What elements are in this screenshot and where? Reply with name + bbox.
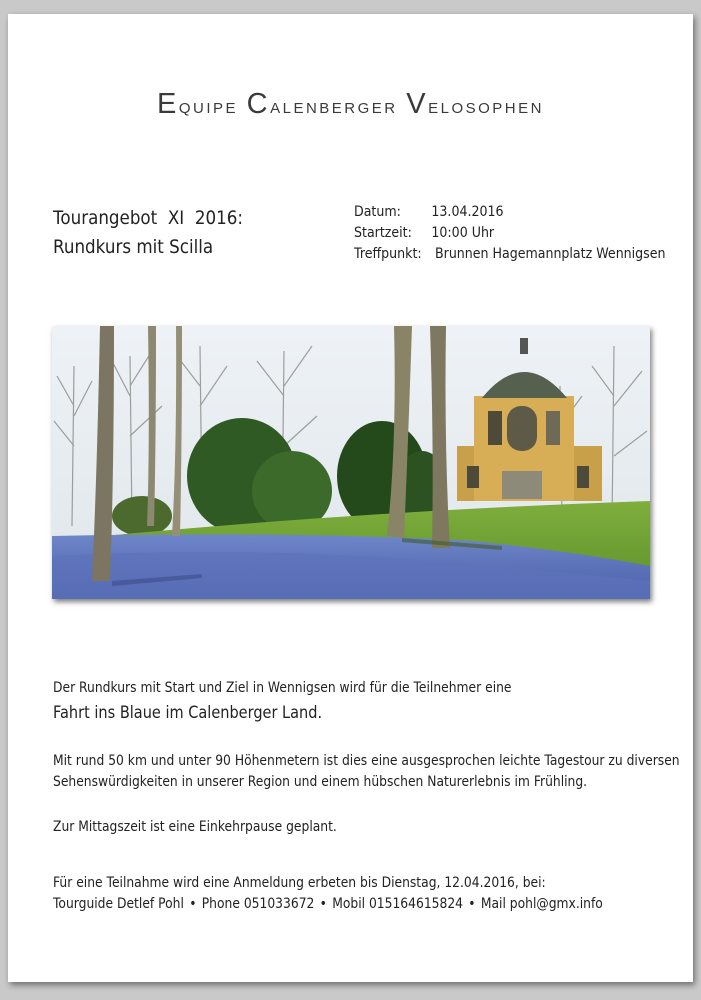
separator-2: • bbox=[319, 896, 327, 912]
start-value: 10:00 Uhr bbox=[431, 225, 495, 241]
phone: Phone 051033672 bbox=[201, 896, 315, 912]
title-initial-v: V bbox=[406, 88, 429, 120]
tour-line-1: Tourangebot XI 2016: bbox=[53, 207, 244, 229]
separator-1: • bbox=[189, 896, 197, 912]
email: Mail pohl@gmx.info bbox=[480, 896, 603, 912]
title-part-2: alenberger bbox=[270, 93, 407, 118]
tour-guide: Tourguide Detlef Pohl bbox=[53, 896, 184, 912]
tour-details bbox=[354, 202, 665, 265]
mobile: Mobil 015164615824 bbox=[332, 896, 464, 912]
meeting-point-label: Treffpunkt: bbox=[354, 246, 422, 262]
date-label: Datum: bbox=[354, 204, 401, 220]
park-scene-image bbox=[52, 326, 650, 599]
title-initial-c: C bbox=[246, 88, 271, 120]
park-photo bbox=[52, 326, 650, 599]
date-row bbox=[354, 202, 665, 223]
highlight-text: Fahrt ins Blaue im Calenberger Land. bbox=[53, 703, 323, 722]
flyer-page bbox=[8, 14, 693, 982]
page-title bbox=[8, 88, 693, 121]
contact-line bbox=[53, 894, 616, 915]
meeting-point-row bbox=[354, 244, 665, 265]
start-row bbox=[354, 223, 665, 244]
lunch-note: Zur Mittagszeit ist eine Einkehrpause geplant. bbox=[53, 819, 337, 835]
description bbox=[53, 678, 680, 915]
description-line-1: Mit rund 50 km und unter 90 Höhenmetern ist dies eine ausgesprochen leichte Tagestour zu diversen bbox=[53, 753, 680, 769]
tour-heading bbox=[53, 204, 243, 262]
start-label: Startzeit: bbox=[354, 225, 412, 241]
meeting-point-value: Brunnen Hagemannplatz Wennigsen bbox=[435, 246, 666, 262]
intro-text: Der Rundkurs mit Start und Ziel in Wennigsen wird für die Teilnehmer eine bbox=[53, 680, 512, 696]
tour-line-2: Rundkurs mit Scilla bbox=[53, 236, 214, 258]
registration-note: Für eine Teilnahme wird eine Anmeldung erbeten bis Dienstag, 12.04.2016, bei: bbox=[53, 875, 546, 891]
description-line-2: Sehenswürdigkeiten in unserer Region und einem hübschen Naturerlebnis im Frühling. bbox=[53, 774, 588, 790]
title-part-3: elosophen bbox=[428, 93, 544, 118]
title-initial-e: E bbox=[157, 88, 179, 120]
title-part-1: quipe bbox=[178, 93, 247, 118]
separator-3: • bbox=[468, 896, 476, 912]
date-value: 13.04.2016 bbox=[431, 204, 504, 220]
